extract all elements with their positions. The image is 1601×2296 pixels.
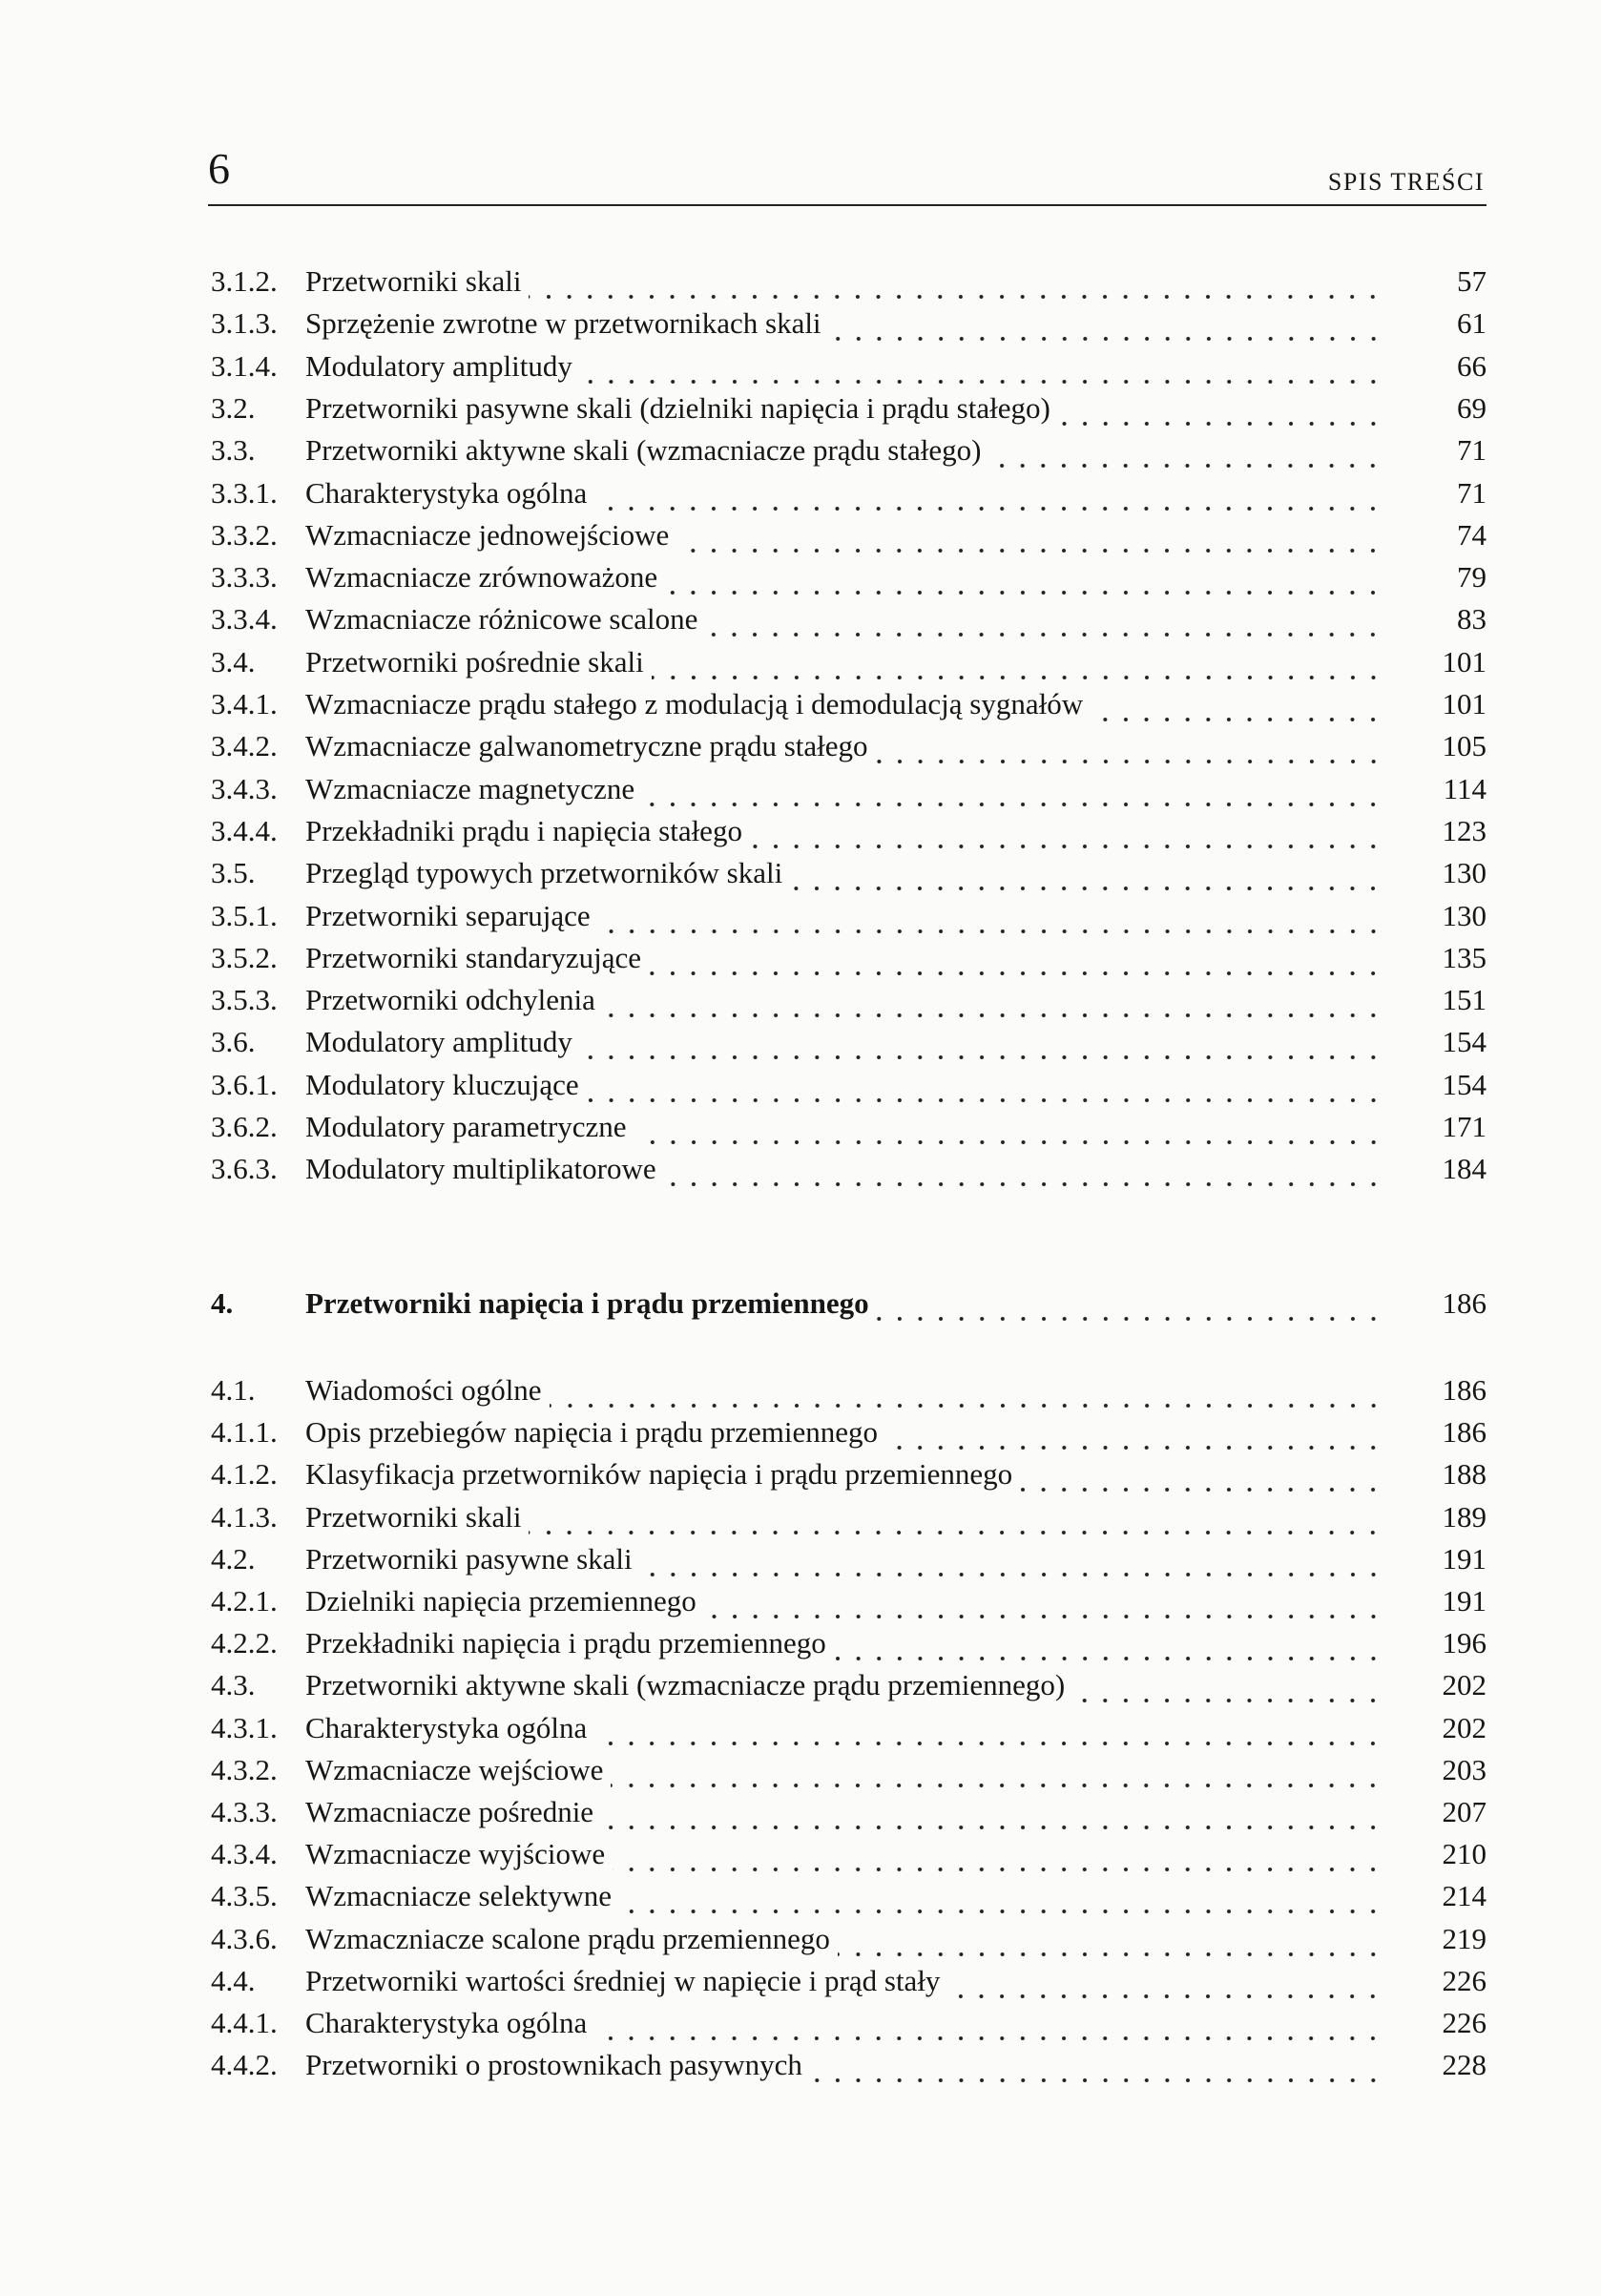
toc-page: 226 — [1442, 2006, 1487, 2039]
toc-number: 3.1.2. — [211, 264, 278, 298]
dot-leader — [676, 516, 1383, 554]
toc-number: 3.4.1. — [211, 687, 278, 720]
dot-leader — [988, 431, 1383, 470]
toc-number: 4.3.4. — [211, 1837, 278, 1871]
toc-number: 3.6. — [211, 1025, 256, 1059]
toc-page: 154 — [1442, 1067, 1487, 1101]
toc-title: Przekładniki napięcia i prądu przemiennego — [305, 1626, 826, 1660]
toc-title: Modulatory multiplikatorowe — [305, 1152, 656, 1186]
toc-page: 151 — [1442, 983, 1487, 1017]
toc-title: Przetworniki aktywne skali (wzmacniacze prądu stałego) — [305, 433, 982, 468]
dot-leader — [885, 1413, 1383, 1451]
toc-page: 123 — [1442, 813, 1487, 847]
dot-leader — [649, 939, 1383, 977]
toc-page: 228 — [1442, 2048, 1487, 2082]
toc-number: 3.3. — [211, 433, 256, 468]
toc-page: 130 — [1442, 898, 1487, 932]
toc-title: Charakterystyka ogólna — [305, 475, 588, 510]
toc-title: Modulatory amplitudy — [305, 1025, 572, 1059]
dot-leader — [619, 1877, 1383, 1915]
toc-page: 202 — [1442, 1710, 1487, 1744]
dot-leader — [529, 1498, 1383, 1536]
dot-leader — [1091, 685, 1383, 723]
toc-entry[interactable] — [211, 1540, 1487, 1578]
toc-entry[interactable] — [211, 431, 1487, 470]
toc-title: Sprzężenie zwrotne w przetwornikach skali — [305, 306, 821, 341]
toc-number: 3.6.3. — [211, 1152, 278, 1186]
toc-number: 3.3.2. — [211, 517, 278, 552]
toc-number: 4.1. — [211, 1373, 256, 1407]
dot-leader — [750, 812, 1383, 850]
toc-entry[interactable] — [211, 1108, 1487, 1146]
toc-number: 4.4.2. — [211, 2048, 278, 2082]
toc-entry[interactable] — [211, 1150, 1487, 1188]
toc-number: 3.2. — [211, 390, 256, 425]
toc-number: 3.3.1. — [211, 475, 278, 510]
toc-entry[interactable] — [211, 1877, 1487, 1915]
toc-title: Opis przebiegów napięcia i prądu przemiennego — [305, 1415, 878, 1450]
toc-page: 101 — [1442, 687, 1487, 720]
toc-entry[interactable] — [211, 770, 1487, 808]
toc-entry[interactable] — [211, 558, 1487, 596]
toc-title: Wzmacniacze zrównoważone — [305, 560, 658, 595]
toc-number: 3.3.3. — [211, 560, 278, 595]
toc-page: 66 — [1457, 348, 1487, 383]
toc-title: Charakterystyka ogólna — [305, 2006, 588, 2039]
toc-title: Charakterystyka ogólna — [305, 1710, 588, 1744]
toc-title: Przetworniki o prostownikach pasywnych — [305, 2048, 802, 2082]
toc-entry[interactable] — [211, 897, 1487, 935]
toc-title: Modulatory amplitudy — [305, 348, 572, 383]
toc-page: 186 — [1442, 1415, 1487, 1450]
toc-page: 184 — [1442, 1152, 1487, 1186]
toc-number: 3.6.2. — [211, 1110, 278, 1143]
toc-entry[interactable] — [211, 1455, 1487, 1493]
toc-number: 4.4.1. — [211, 2006, 278, 2039]
toc-number: 3.5.2. — [211, 940, 278, 974]
toc-title: Dzielniki napięcia przemiennego — [305, 1584, 697, 1618]
toc-entry[interactable] — [211, 727, 1487, 765]
dot-leader — [598, 897, 1383, 935]
toc-entry[interactable] — [211, 1371, 1487, 1409]
toc-title: Przetworniki napięcia i prądu przemiennego — [305, 1286, 869, 1320]
toc-title: Wzmacniacze selektywne — [305, 1879, 613, 1913]
toc-entry[interactable] — [211, 939, 1487, 977]
toc-number: 4.3.5. — [211, 1879, 278, 1913]
toc-page: 171 — [1442, 1110, 1487, 1143]
toc-number: 3.3.4. — [211, 602, 278, 637]
toc-title: Przekładniki prądu i napięcia stałego — [305, 813, 742, 847]
toc-title: Przetworniki pośrednie skali — [305, 644, 644, 678]
toc-entry[interactable] — [211, 854, 1487, 892]
dot-leader — [580, 347, 1383, 386]
toc-page: 210 — [1442, 1837, 1487, 1871]
toc-entry[interactable] — [211, 304, 1487, 343]
toc-number: 4.2.2. — [211, 1626, 278, 1660]
dot-leader — [947, 1962, 1383, 2000]
toc-number: 4.2. — [211, 1541, 256, 1576]
toc-page: 186 — [1442, 1373, 1487, 1407]
toc-title: Klasyfikacja przetworników napięcia i prądu przemiennego — [305, 1457, 1013, 1492]
toc-page: 101 — [1442, 644, 1487, 678]
toc-page: 130 — [1442, 856, 1487, 890]
toc-page: 196 — [1442, 1626, 1487, 1660]
toc-page: 154 — [1442, 1025, 1487, 1059]
toc-entry[interactable] — [211, 1498, 1487, 1536]
toc-page: 83 — [1457, 602, 1487, 637]
dot-leader — [642, 770, 1383, 808]
toc-number: 3.4.3. — [211, 771, 278, 805]
toc-title: Wzmacniacze różnicowe scalone — [305, 602, 698, 637]
toc-entry[interactable] — [211, 347, 1487, 386]
toc-number: 3.1.3. — [211, 306, 278, 341]
toc-page: 214 — [1442, 1879, 1487, 1913]
toc-page: 114 — [1443, 771, 1487, 805]
header-rule — [208, 204, 1487, 206]
dot-leader — [1020, 1455, 1383, 1493]
dot-leader — [829, 304, 1383, 343]
toc-number: 4.4. — [211, 1963, 256, 1997]
toc-number: 3.4.2. — [211, 729, 278, 763]
toc-entry[interactable] — [211, 2046, 1487, 2084]
toc-title: Wzmacniacze wejściowe — [305, 1752, 604, 1786]
dot-leader — [652, 643, 1383, 681]
toc-number: 4.3.6. — [211, 1921, 278, 1955]
dot-leader — [613, 1835, 1383, 1873]
toc-page: 105 — [1442, 729, 1487, 763]
toc-entry[interactable] — [211, 474, 1487, 512]
toc-title: Wiadomości ogólne — [305, 1373, 542, 1407]
toc-entry[interactable] — [211, 1666, 1487, 1704]
toc-title: Wzmacniacze magnetyczne — [305, 771, 635, 805]
toc-entry[interactable] — [211, 685, 1487, 723]
dot-leader — [834, 1624, 1383, 1662]
toc-title: Wzmacniacze jednowejściowe — [305, 517, 670, 552]
dot-leader — [876, 727, 1383, 765]
toc-page: 203 — [1442, 1752, 1487, 1786]
dot-leader — [550, 1371, 1383, 1409]
toc-number: 4.1.1. — [211, 1415, 278, 1450]
toc-page: 71 — [1457, 433, 1487, 468]
dot-leader — [1058, 389, 1383, 428]
toc-entry[interactable] — [211, 1751, 1487, 1789]
toc-entry[interactable] — [211, 812, 1487, 850]
toc-entry[interactable] — [211, 1624, 1487, 1662]
toc-page: 191 — [1442, 1584, 1487, 1618]
dot-leader — [601, 1793, 1383, 1831]
dot-leader — [704, 1582, 1383, 1620]
toc-entry[interactable] — [211, 1413, 1487, 1451]
dot-leader — [705, 600, 1383, 638]
toc-title: Przetworniki wartości średniej w napięcie i prąd stały — [305, 1963, 941, 1997]
page-number: 6 — [208, 144, 230, 193]
toc-entry[interactable] — [211, 1582, 1487, 1620]
toc-title: Wzmacniacze pośrednie — [305, 1795, 594, 1828]
toc-page: 74 — [1457, 517, 1487, 552]
toc-number: 3.5. — [211, 856, 256, 890]
toc-title: Przetworniki standaryzujące — [305, 940, 642, 974]
dot-leader — [1072, 1666, 1383, 1704]
dot-leader — [603, 981, 1383, 1019]
dot-leader — [877, 1284, 1383, 1323]
toc-page: 71 — [1457, 475, 1487, 510]
toc-entry[interactable] — [211, 516, 1487, 554]
toc-title: Przetworniki skali — [305, 1499, 522, 1534]
toc-title: Przetworniki aktywne skali (wzmacniacze prądu przemiennego) — [305, 1668, 1066, 1702]
toc-entry[interactable] — [211, 1023, 1487, 1061]
toc-entry[interactable] — [211, 389, 1487, 428]
toc-title: Przetworniki pasywne skali — [305, 1541, 633, 1576]
toc-number: 3.5.3. — [211, 983, 278, 1017]
toc-title: Przegląd typowych przetworników skali — [305, 856, 783, 890]
dot-leader — [580, 1023, 1383, 1061]
toc-title: Wzmacniacze galwanometryczne prądu stałego — [305, 729, 868, 763]
toc-number: 4.3. — [211, 1668, 256, 1702]
toc-entry[interactable] — [211, 1835, 1487, 1873]
toc-entry[interactable] — [211, 1793, 1487, 1831]
toc-number: 4. — [211, 1286, 234, 1320]
toc-number: 3.1.4. — [211, 348, 278, 383]
dot-leader — [810, 2046, 1383, 2084]
dot-leader — [665, 558, 1383, 596]
toc-title: Przetworniki odchylenia — [305, 983, 595, 1017]
dot-leader — [790, 854, 1383, 892]
dot-leader — [529, 262, 1383, 301]
dot-leader — [594, 1709, 1383, 1747]
toc-number: 4.3.1. — [211, 1710, 278, 1744]
dot-leader — [838, 1920, 1383, 1958]
toc-page: 202 — [1442, 1668, 1487, 1702]
dot-leader — [634, 1108, 1383, 1146]
toc-page: 226 — [1442, 1963, 1487, 1997]
toc-page: 207 — [1442, 1795, 1487, 1828]
toc-page: 69 — [1457, 390, 1487, 425]
toc-title: Modulatory parametryczne — [305, 1110, 627, 1143]
dot-leader — [664, 1150, 1383, 1188]
toc-entry[interactable] — [211, 2004, 1487, 2042]
toc-entry[interactable] — [211, 981, 1487, 1019]
toc-number: 4.3.3. — [211, 1795, 278, 1828]
dot-leader — [640, 1540, 1383, 1578]
dot-leader — [587, 1066, 1383, 1104]
toc-page: 186 — [1442, 1286, 1487, 1320]
toc-title: Wzmacniacze wyjściowe — [305, 1837, 606, 1871]
toc-page: 57 — [1457, 264, 1487, 298]
dot-leader — [611, 1751, 1383, 1789]
toc-page: 191 — [1442, 1541, 1487, 1576]
toc-title: Wzmacniacze prądu stałego z modulacją i demodulacją sygnałów — [305, 687, 1084, 720]
toc-number: 4.2.1. — [211, 1584, 278, 1618]
toc-page: 79 — [1457, 560, 1487, 595]
toc-entry[interactable] — [211, 1066, 1487, 1104]
chapter-heading[interactable] — [211, 1284, 1487, 1323]
toc-entry[interactable] — [211, 1709, 1487, 1747]
toc-number: 4.1.2. — [211, 1457, 278, 1492]
toc-number: 3.4.4. — [211, 813, 278, 847]
toc-page: 135 — [1442, 940, 1487, 974]
toc-number: 3.4. — [211, 644, 256, 678]
toc-page: 189 — [1442, 1499, 1487, 1534]
toc-title: Wzmaczniacze scalone prądu przemiennego — [305, 1921, 830, 1955]
toc-number: 3.6.1. — [211, 1067, 278, 1101]
toc-number: 3.5.1. — [211, 898, 278, 932]
toc-page: 188 — [1442, 1457, 1487, 1492]
toc-title: Przetworniki pasywne skali (dzielniki napięcia i prądu stałego) — [305, 390, 1050, 425]
dot-leader — [594, 2004, 1383, 2042]
toc-page: 61 — [1457, 306, 1487, 341]
toc-entry[interactable] — [211, 643, 1487, 681]
toc-page: 219 — [1442, 1921, 1487, 1955]
toc-title: Przetworniki skali — [305, 264, 522, 298]
toc-entry[interactable] — [211, 1962, 1487, 2000]
toc-number: 4.3.2. — [211, 1752, 278, 1786]
toc-entry[interactable] — [211, 262, 1487, 301]
dot-leader — [594, 474, 1383, 512]
toc-entry[interactable] — [211, 1920, 1487, 1958]
toc-number: 4.1.3. — [211, 1499, 278, 1534]
toc-entry[interactable] — [211, 600, 1487, 638]
toc-title: Przetworniki separujące — [305, 898, 591, 932]
toc-title: Modulatory kluczujące — [305, 1067, 579, 1101]
running-title: SPIS TREŚCI — [1327, 168, 1485, 196]
